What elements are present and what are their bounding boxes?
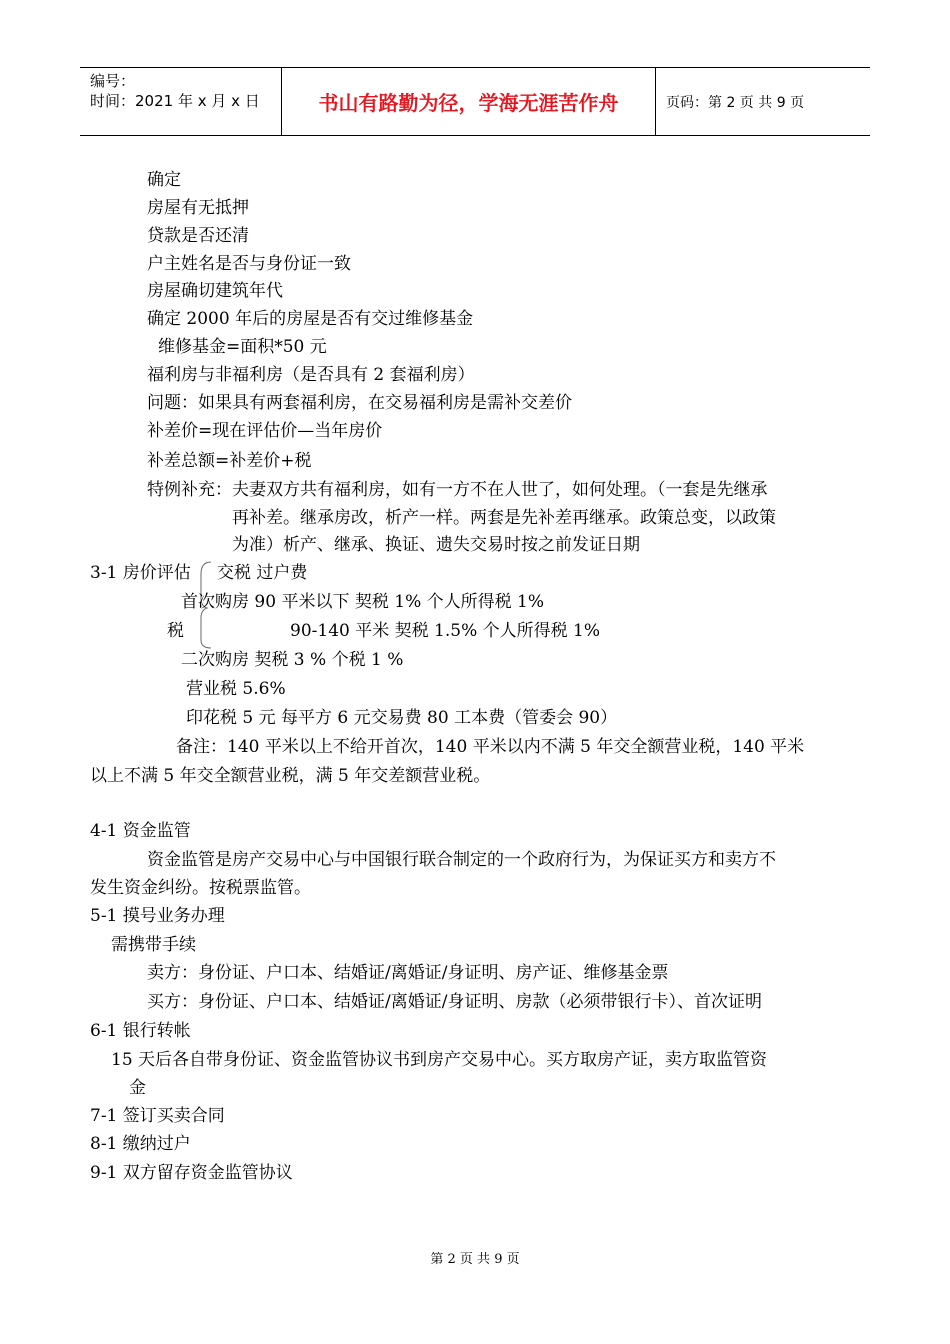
section-4-1-para-2: 发生资金纠纷。按税票监管。 [90,878,311,898]
line-maintenance-check: 确定 2000 年后的房屋是否有交过维修基金 [147,309,474,329]
section-6-1-para-2: 金 [129,1078,146,1098]
section-6-1-title: 6-1 银行转帐 [90,1021,191,1041]
section-6-1-para-1: 15 天后各自带身份证、资金监管协议书到房产交易中心。买方取房产证，卖方取监管资 [111,1050,768,1070]
section-5-1-buyer: 买方：身份证、户口本、结婚证/离婚证/身证明、房款（必须带银行卡）、首次证明 [147,992,762,1012]
page-footer: 第 2 页 共 9 页 [430,1252,520,1267]
special-text-3: 为准）析产、继承、换证、遗失交易时按之前发证日期 [232,535,640,555]
section-3-1-first-purchase-2: 90-140 平米 契税 1.5% 个人所得税 1% [290,621,601,641]
section-3-1-fee: 交税 过户费 [217,563,308,583]
section-5-1-need: 需携带手续 [111,935,196,955]
section-7-1-title: 7-1 签订买卖合同 [90,1106,225,1126]
page-label: 页码：第 2 页 共 9 页 [666,94,805,111]
special-label: 特例补充： [147,480,232,500]
line-question: 问题：如果具有两套福利房，在交易福利房是需补交差价 [147,393,572,413]
line-loan: 贷款是否还清 [147,226,249,246]
line-build-year: 房屋确切建筑年代 [147,281,283,301]
line-welfare: 福利房与非福利房（是否具有 2 套福利房） [147,365,475,385]
line-maintenance-formula: 维修基金=面积*50 元 [158,337,327,357]
section-4-1-title: 4-1 资金监管 [90,821,191,841]
section-3-1-business-tax: 营业税 5.6% [186,679,286,699]
section-3-1-note-2: 以上不满 5 年交全额营业税，满 5 年交差额营业税。 [90,766,491,786]
section-4-1-para-1: 资金监管是房产交易中心与中国银行联合制定的一个政府行为，为保证买方和卖方不 [147,850,776,870]
section-9-1-title: 9-1 双方留存资金监管协议 [90,1163,293,1183]
line-diff-price: 补差价=现在评估价—当年房价 [147,421,383,441]
line-diff-total: 补差总额=补差价+税 [147,451,312,471]
section-3-1-first-purchase: 首次购房 90 平米以下 契税 1% 个人所得税 1% [181,592,544,612]
section-5-1-title: 5-1 摸号业务办理 [90,906,225,926]
time-label: 时间：2021 年 x 月 x 日 [90,92,260,110]
section-3-1-stamp-tax: 印花税 5 元 每平方 6 元交易费 80 工本费（管委会 90） [186,708,618,728]
section-8-1-title: 8-1 缴纳过户 [90,1134,191,1154]
number-label: 编号： [90,72,136,90]
special-text-2: 再补差。继承房改，析产一样。两套是先补差再继承。政策总变，以政策 [232,508,776,528]
special-text-1: 夫妻双方共有福利房，如有一方不在人世了，如何处理。（一套是先继承 [232,480,768,500]
section-3-1-title: 3-1 房价评估 [90,563,191,583]
section-3-1-note-1: 备注：140 平米以上不给开首次，140 平米以内不满 5 年交全额营业税，140 平米 [176,737,805,757]
section-3-1-second-purchase: 二次购房 契税 3 % 个税 1 % [181,650,404,670]
page-header [80,67,870,136]
line-mortgage: 房屋有无抵押 [147,198,249,218]
section-3-1-tax-label: 税 [167,621,184,641]
header-left-cell [80,68,282,135]
line-confirm: 确定 [147,170,181,190]
line-owner-name: 户主姓名是否与身份证一致 [147,254,351,274]
motto: 书山有路勤为径，学海无涯苦作舟 [282,68,656,135]
section-5-1-seller: 卖方：身份证、户口本、结婚证/离婚证/身证明、房产证、维修基金票 [147,963,669,983]
